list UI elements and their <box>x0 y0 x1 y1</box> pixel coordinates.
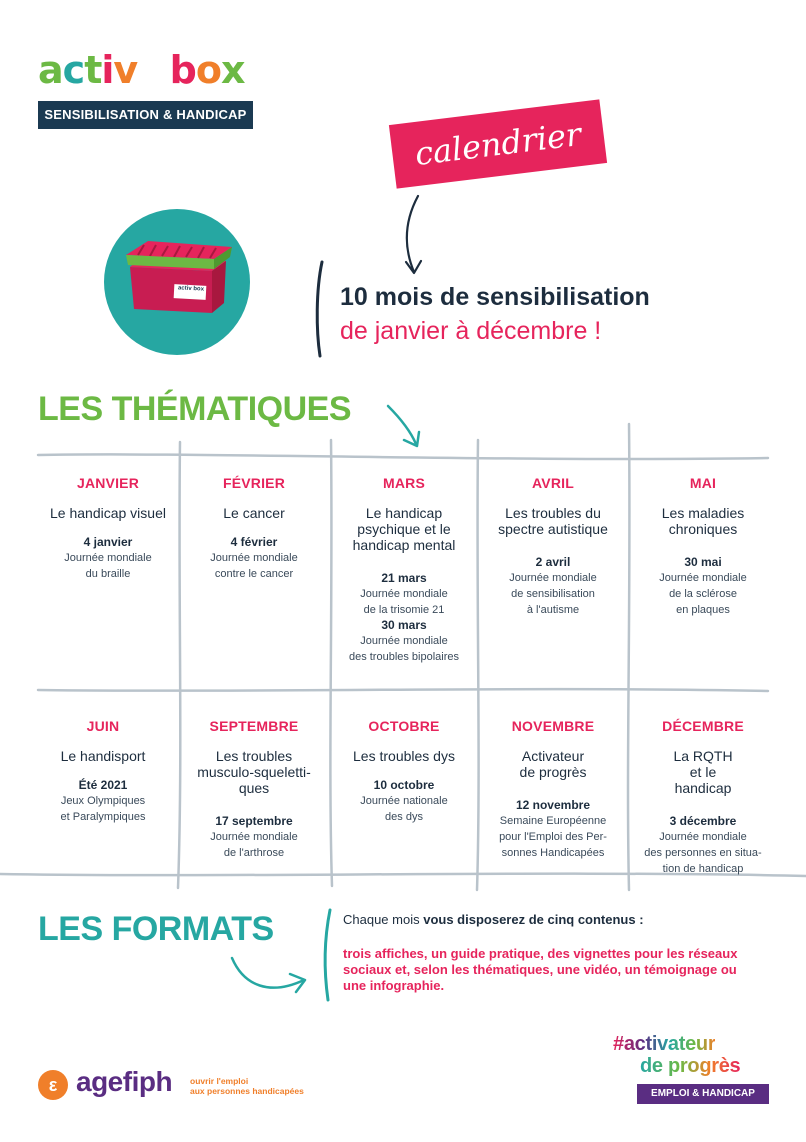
campaign-tag: EMPLOI & HANDICAP <box>637 1084 769 1104</box>
event-desc: Journée mondiale <box>659 572 747 584</box>
formats-intro-plain: Chaque mois <box>343 912 424 927</box>
month-topic: Activateur de progrès <box>519 748 587 780</box>
month-topic: Les troubles du spectre autistique <box>498 505 608 537</box>
event-desc: Journée mondiale <box>360 588 448 600</box>
month-label: AVRIL <box>532 475 574 491</box>
event-desc: à l'autisme <box>526 604 580 616</box>
event-desc: Journée mondiale <box>360 635 448 647</box>
formats-intro <box>343 912 644 927</box>
month-topic: Les maladies chroniques <box>661 505 745 537</box>
event-date: 17 septembre <box>215 814 293 828</box>
event-date: 3 décembre <box>669 814 737 828</box>
month-topic: La RQTH et le handicap <box>673 748 733 796</box>
campaign-hashtag <box>613 1034 715 1054</box>
formats-title: LES FORMATS <box>38 910 274 948</box>
month-topic: Le handicap visuel <box>50 505 166 521</box>
month-cell-octobre <box>334 718 474 825</box>
themes-arrow-icon <box>388 406 416 444</box>
month-label: OCTOBRE <box>368 718 440 734</box>
event-desc: du braille <box>85 568 131 580</box>
event-desc: Journée nationale <box>360 795 448 807</box>
month-label: MARS <box>382 475 426 491</box>
event-date: 4 janvier <box>83 535 133 549</box>
formats-detail: trois affiches, un guide pratique, des vignettes pour les réseaux sociaux et, selon les thématiques, une vidéo, un témoignage ou une infographie. <box>343 946 738 993</box>
month-cell-fevrier <box>184 475 324 582</box>
badge-arrow-icon <box>407 196 418 272</box>
event-date: 30 mars <box>381 618 427 632</box>
event-date: 4 février <box>230 535 278 549</box>
agefiph-tagline-2: aux personnes handicapées <box>190 1086 304 1096</box>
month-cell-mars <box>334 475 474 665</box>
campaign-line2 <box>640 1056 740 1076</box>
formats-bracket-icon <box>325 910 330 1000</box>
event-desc: et Paralympiques <box>60 811 146 823</box>
month-label: JUIN <box>86 718 120 734</box>
event-desc: Journée mondiale <box>210 552 298 564</box>
event-desc: des dys <box>385 811 423 823</box>
month-label: MAI <box>689 475 717 491</box>
campaign-line2-text: de progrès <box>640 1055 741 1077</box>
agefiph-logo-icon: ε <box>38 1070 68 1100</box>
event-desc: Journée mondiale <box>509 572 597 584</box>
event-desc: de l'arthrose <box>223 847 285 859</box>
event-desc: des personnes en situa- <box>644 847 762 859</box>
box-illustration <box>104 209 250 355</box>
event-date: 30 mai <box>684 555 722 569</box>
hero-title: 10 mois de sensibilisation <box>340 283 650 311</box>
event-desc: de la sclérose <box>669 588 737 600</box>
month-cell-decembre <box>633 718 773 877</box>
event-desc: sonnes Handicapées <box>501 847 605 859</box>
month-topic: Le handicap psychique et le handicap mental <box>352 505 456 553</box>
event-date: 12 novembre <box>515 798 591 812</box>
themes-title: LES THÉMATIQUES <box>38 390 351 428</box>
month-label: DÉCEMBRE <box>662 718 744 734</box>
event-desc: des troubles bipolaires <box>348 651 460 663</box>
agefiph-name: agefiph <box>76 1066 173 1097</box>
event-desc: Jeux Olympiques <box>60 795 146 807</box>
month-topic: Les troubles dys <box>353 748 455 764</box>
event-date: 2 avril <box>535 555 571 569</box>
event-desc: tion de handicap <box>662 863 744 875</box>
gift-box-icon <box>104 209 250 355</box>
month-topic: Le handisport <box>60 748 146 764</box>
month-cell-juin <box>33 718 173 825</box>
event-date: Été 2021 <box>78 778 128 792</box>
event-desc: Semaine Européenne <box>499 815 607 827</box>
event-desc: de la trisomie 21 <box>363 604 445 616</box>
box-label: activ box <box>177 285 205 293</box>
month-topic: Les troubles musculo-squeletti-ques <box>197 748 311 796</box>
month-label: SEPTEMBRE <box>209 718 299 734</box>
month-cell-novembre <box>483 718 623 861</box>
month-label: NOVEMBRE <box>511 718 595 734</box>
event-desc: de sensibilisation <box>511 588 595 600</box>
event-desc: pour l'Emploi des Per- <box>499 831 607 843</box>
hero-bracket-icon <box>317 262 322 356</box>
event-desc: Journée mondiale <box>210 831 298 843</box>
month-cell-janvier <box>38 475 178 582</box>
formats-intro-bold: vous disposerez de cinq contenus : <box>423 912 644 927</box>
month-cell-avril <box>483 475 623 618</box>
month-cell-septembre <box>184 718 324 861</box>
month-label: FÉVRIER <box>222 475 286 491</box>
campaign-hashtag-text: #activateur <box>613 1033 716 1055</box>
month-topic: Le cancer <box>223 505 285 521</box>
event-desc: Journée mondiale <box>64 552 152 564</box>
agefiph-tagline <box>190 1076 304 1096</box>
formats-arrow-icon <box>232 958 304 988</box>
event-date: 10 octobre <box>373 778 435 792</box>
month-label: JANVIER <box>76 475 140 491</box>
calendrier-badge: calendrier <box>389 99 607 188</box>
logo-word-activ: activ <box>38 48 138 92</box>
event-desc: contre le cancer <box>214 568 294 580</box>
agefiph-tagline-1: ouvrir l'emploi <box>190 1076 249 1086</box>
logo-word-box: box <box>169 48 245 92</box>
event-desc: en plaques <box>676 604 730 616</box>
month-cell-mai <box>633 475 773 618</box>
event-desc: Journée mondiale <box>659 831 747 843</box>
logo-tagline: SENSIBILISATION & HANDICAP <box>38 101 253 129</box>
hero-subtitle: de janvier à décembre ! <box>340 317 602 345</box>
event-date: 21 mars <box>381 571 427 585</box>
